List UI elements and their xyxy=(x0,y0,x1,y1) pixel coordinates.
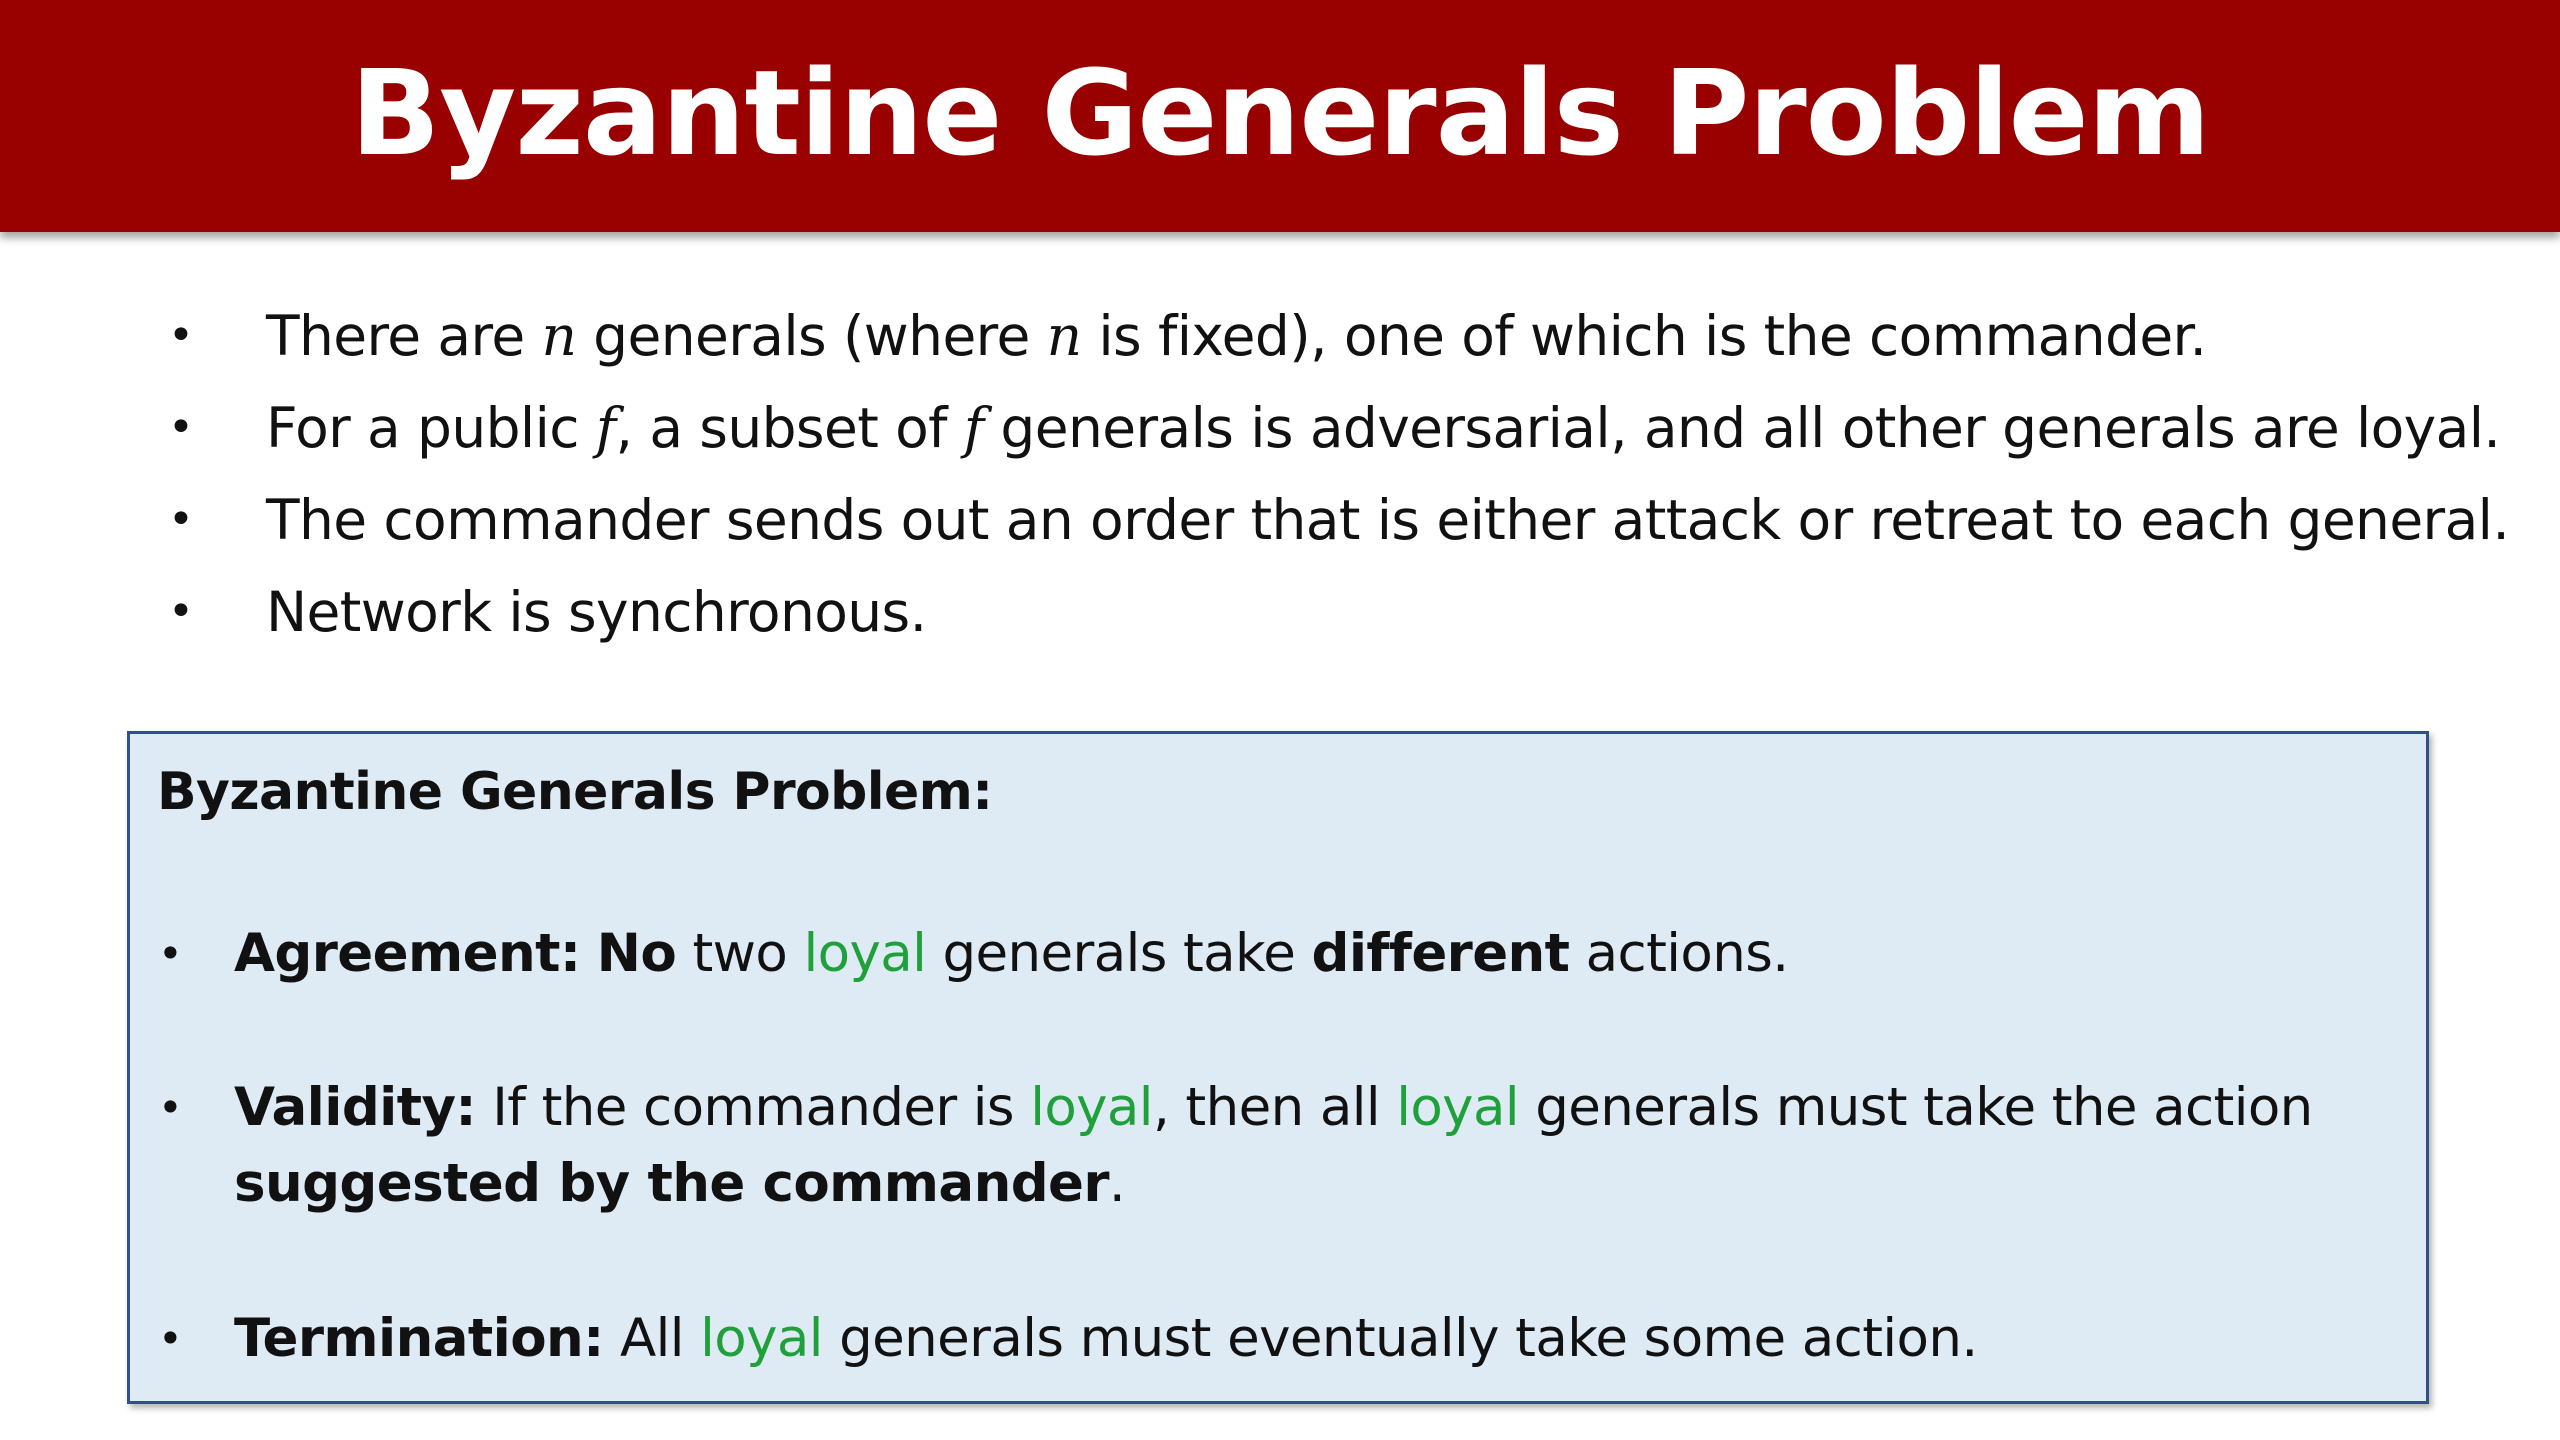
title-bar xyxy=(0,0,2560,232)
intro-item-text: The commander sends out an order that is either attack or retreat to each general. xyxy=(266,488,2510,552)
intro-item-text xyxy=(266,290,2206,382)
agreement-text xyxy=(234,916,2394,992)
intro-bullet-list xyxy=(0,290,2560,658)
bullet-point: • xyxy=(168,494,194,545)
math-variable-n: n xyxy=(541,304,577,368)
agreement-label: Agreement: xyxy=(234,923,581,984)
bullet-point: • xyxy=(158,929,183,978)
suggested-emphasis: suggested by the commander xyxy=(234,1153,1109,1214)
loyal-highlight: loyal xyxy=(803,923,927,984)
math-variable-f: f xyxy=(595,396,616,460)
bullet-point: • xyxy=(158,1314,183,1363)
bullet-point: • xyxy=(168,402,194,453)
text-run: All xyxy=(603,1308,701,1369)
validity-label: Validity: xyxy=(234,1077,477,1138)
intro-item-network xyxy=(0,566,2560,658)
intro-item-generals xyxy=(0,290,2560,382)
intro-item-text xyxy=(266,382,2500,474)
text-run: generals must eventually take some action. xyxy=(822,1308,1978,1369)
text-run: generals take xyxy=(926,923,1312,984)
definition-box xyxy=(127,731,2429,1404)
different-emphasis: different xyxy=(1311,923,1570,984)
no-emphasis: No xyxy=(596,923,677,984)
loyal-highlight: loyal xyxy=(1396,1077,1519,1138)
intro-item-order xyxy=(0,474,2560,566)
slide-title: Byzantine Generals Problem xyxy=(350,44,2210,182)
text-run: generals is adversarial, and all other generals are loyal. xyxy=(983,396,2501,460)
termination-label: Termination: xyxy=(234,1308,604,1369)
text-run: two xyxy=(676,923,804,984)
text-run: generals (where xyxy=(576,304,1047,368)
math-variable-f: f xyxy=(963,396,984,460)
text-run: For a public xyxy=(266,396,596,460)
text-run: is fixed), one of which is the commander. xyxy=(1081,304,2207,368)
text-run: There are xyxy=(266,304,542,368)
text-run: , then all xyxy=(1152,1077,1397,1138)
intro-item-adversarial xyxy=(0,382,2560,474)
bullet-point: • xyxy=(168,586,194,637)
text-run: generals must take the action xyxy=(1518,1077,2313,1138)
termination-text xyxy=(234,1301,2394,1377)
text-run: If the commander is xyxy=(476,1077,1031,1138)
validity-text xyxy=(234,1070,2394,1222)
bullet-point: • xyxy=(168,310,194,361)
loyal-highlight: loyal xyxy=(1030,1077,1153,1138)
loyal-highlight: loyal xyxy=(700,1308,823,1369)
math-variable-n: n xyxy=(1046,304,1082,368)
intro-item-text: Network is synchronous. xyxy=(266,580,927,644)
definition-box-title: Byzantine Generals Problem: xyxy=(157,762,993,822)
bullet-point: • xyxy=(158,1083,183,1132)
text-run: actions. xyxy=(1569,923,1789,984)
text-run: , a subset of xyxy=(615,396,964,460)
text-run: . xyxy=(1108,1153,1126,1214)
